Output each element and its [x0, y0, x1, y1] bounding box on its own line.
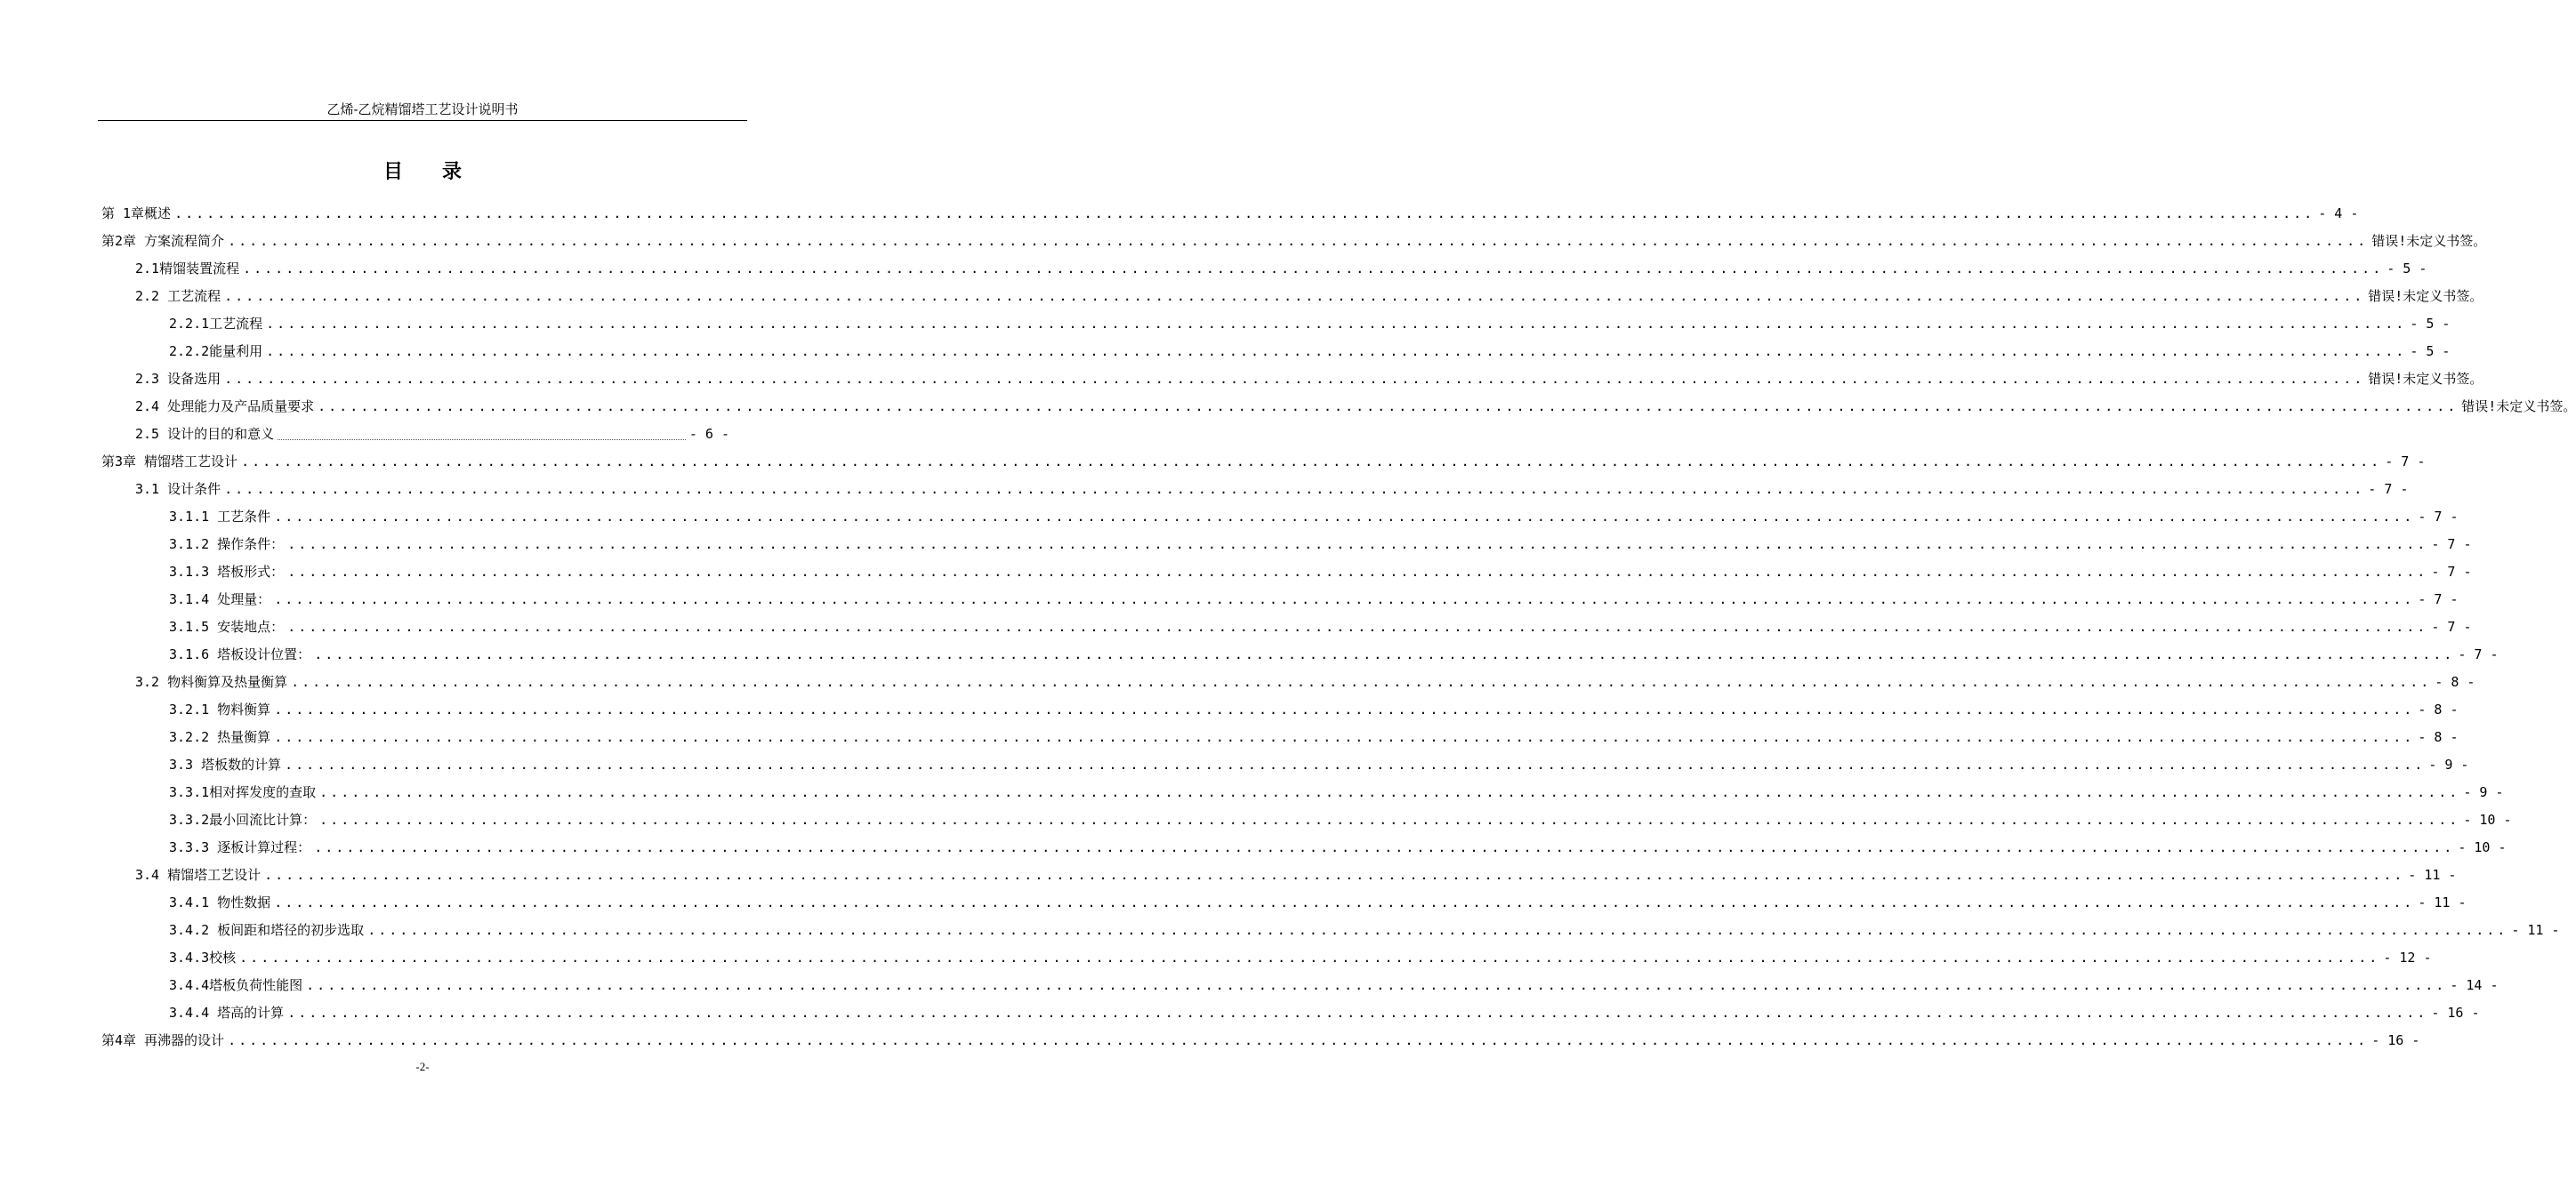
- toc-entry[interactable]: [101, 1026, 2420, 1054]
- toc-dot-leader: ........................................................................................................................................................................................................: [319, 811, 2460, 828]
- toc-entry-label: 3.3.2最小回流比计算：: [169, 812, 317, 828]
- toc-dot-leader: ........................................................................................................................................................................................................: [314, 646, 2455, 662]
- toc-entry-label: 第3章 精馏塔工艺设计: [101, 453, 238, 469]
- toc-dot-leader: ........................................................................................................................................................................................................: [224, 480, 2365, 497]
- toc-entry-label: 3.1.4 处理量：: [169, 591, 271, 607]
- page-number: -2-: [415, 1060, 430, 1073]
- toc-entry-page: - 7 -: [2418, 590, 2459, 607]
- toc-entry-page: - 11 -: [2511, 921, 2560, 938]
- toc-dot-leader: ........................................................................................................................................................................................................: [287, 1004, 2428, 1021]
- toc-entry[interactable]: [169, 806, 2512, 833]
- toc-entry-page: - 4 -: [2318, 205, 2359, 221]
- toc-entry-page: - 5 -: [2410, 315, 2451, 332]
- toc-entry-page: - 12 -: [2383, 949, 2432, 966]
- toc-entry[interactable]: [135, 861, 2457, 888]
- toc-entry-page: - 10 -: [2458, 838, 2507, 855]
- toc-entry-label: 第4章 再沸器的设计: [101, 1032, 225, 1048]
- toc-entry[interactable]: [135, 475, 2409, 502]
- toc-entry[interactable]: [101, 227, 2487, 254]
- toc-entry-page: 错误!未定义书签。: [2371, 233, 2487, 249]
- toc-entry-page: - 8 -: [2418, 701, 2459, 718]
- header-divider: [98, 120, 747, 121]
- toc-entry-page: - 7 -: [2368, 480, 2409, 497]
- toc-entry-page: - 7 -: [2431, 618, 2472, 635]
- toc-dot-leader: ........................................................................................................................................................................................................: [287, 563, 2428, 580]
- toc-dot-leader: ........................................................................................................................................................................................................: [274, 508, 2415, 525]
- toc-entry[interactable]: [169, 695, 2459, 723]
- toc-entry-page: - 7 -: [2431, 535, 2472, 552]
- toc-entry[interactable]: [169, 337, 2451, 365]
- toc-entry-page: - 5 -: [2387, 260, 2427, 277]
- toc-entry[interactable]: [169, 833, 2507, 861]
- toc-entry[interactable]: [169, 309, 2451, 337]
- toc-entry-page: - 7 -: [2385, 453, 2426, 469]
- toc-entry[interactable]: [169, 971, 2499, 999]
- toc-entry[interactable]: [169, 613, 2472, 640]
- toc-entry-label: 2.3 设备选用: [135, 371, 221, 387]
- toc-entry-label: 2.1精馏装置流程: [135, 261, 240, 277]
- toc-entry-page: 错误!未定义书签。: [2461, 398, 2576, 414]
- toc-entry[interactable]: [169, 778, 2504, 806]
- toc-entry[interactable]: [169, 723, 2459, 750]
- toc-entry[interactable]: [169, 530, 2472, 557]
- toc-entry[interactable]: [169, 502, 2459, 530]
- toc-entry[interactable]: [135, 282, 2483, 309]
- toc-dot-leader: ........................................................................................................................................................................................................: [228, 232, 2369, 249]
- toc-entry-label: 第2章 方案流程简介: [101, 233, 225, 249]
- toc-entry-page: - 7 -: [2431, 563, 2472, 580]
- toc-entry[interactable]: [169, 750, 2469, 778]
- toc-entry[interactable]: [169, 943, 2432, 971]
- toc-entry[interactable]: [169, 640, 2499, 668]
- toc-entry-label: 2.4 处理能力及产品质量要求: [135, 398, 315, 414]
- toc-dot-leader: ........................................................................................................................................................................................................: [174, 205, 2315, 221]
- toc-dot-leader: ........................................................................................................................................................................................................: [241, 453, 2382, 469]
- toc-entry-page: - 5 -: [2410, 342, 2451, 359]
- toc-entry-label: 3.2.1 物料衡算: [169, 702, 271, 718]
- toc-dot-leader: ........................................................................................................................................................................................................: [319, 783, 2460, 800]
- toc-dot-leader: ........................................................................................................................................................................................................: [318, 397, 2459, 414]
- toc-entry[interactable]: [135, 254, 2427, 282]
- toc-entry-label: 3.4.2 板间距和塔径的初步选取: [169, 922, 365, 938]
- toc-entry-page: - 6 -: [688, 425, 729, 442]
- toc-entry-label: 3.4.3校核: [169, 950, 237, 966]
- toc-entry-label: 第 1章概述: [101, 205, 172, 221]
- toc-dot-leader: ........................................................................................................................................................................................................: [266, 315, 2407, 332]
- toc-entry-label: 3.3 塔板数的计算: [169, 757, 282, 773]
- toc-dot-leader: ........................................................................................................................................................................................................: [274, 728, 2415, 745]
- toc-dot-leader: ........................................................................................................................................................................................................: [228, 1031, 2369, 1048]
- toc-entry-label: 2.2.2能量利用: [169, 343, 263, 359]
- toc-entry-page: - 9 -: [2463, 783, 2504, 800]
- toc-entry-label: 3.1.2 操作条件：: [169, 536, 285, 552]
- toc-dot-leader: ........................................................................................................................................................................................................: [266, 342, 2407, 359]
- toc-dot-leader: ........................................................................................................................................................................................................: [291, 673, 2432, 690]
- toc-dot-leader: ........................................................................................................................................................................................................: [224, 370, 2365, 387]
- toc-entry-page: - 8 -: [2435, 673, 2475, 690]
- toc-entry-label: 3.4.1 物性数据: [169, 894, 271, 910]
- toc-entry-page: - 7 -: [2418, 508, 2459, 525]
- toc-entry[interactable]: [135, 392, 2576, 420]
- toc-entry[interactable]: [169, 585, 2459, 613]
- toc-dot-leader: ........................................................................................................................................................................................................: [314, 838, 2455, 855]
- toc-entry-label: 3.2.2 热量衡算: [169, 729, 271, 745]
- toc-entry-label: 3.1 设计条件: [135, 481, 221, 497]
- toc-entry[interactable]: [135, 668, 2475, 695]
- toc-entry[interactable]: [169, 916, 2560, 943]
- toc-entry[interactable]: [169, 557, 2472, 585]
- toc-dot-leader: ........................................................................................................................................................................................................: [264, 866, 2405, 883]
- toc-entry-label: 3.1.5 安装地点：: [169, 619, 285, 635]
- toc-entry-page: - 8 -: [2418, 728, 2459, 745]
- toc-entry[interactable]: [135, 365, 2483, 392]
- toc-dot-leader: ........................................................................................................................................................................................................: [274, 590, 2415, 607]
- toc-entry-page: - 10 -: [2463, 811, 2512, 828]
- toc-dot-leader: ........................................................................................................................................................................................................: [239, 949, 2380, 966]
- toc-entry-label: 3.4.4塔板负荷性能图: [169, 977, 303, 993]
- toc-entry-label: 3.4.4 塔高的计算: [169, 1005, 285, 1021]
- toc-dot-leader: ........................................................................................................................................................................................................: [243, 260, 2384, 277]
- toc-dot-leader: ........................................................................................................................................................................................................: [287, 618, 2428, 635]
- toc-entry-page: - 11 -: [2408, 866, 2457, 883]
- toc-entry-label: 3.1.6 塔板设计位置：: [169, 646, 311, 662]
- toc-entry-label: 3.1.1 工艺条件: [169, 509, 271, 525]
- toc-entry-page: - 11 -: [2418, 894, 2467, 910]
- toc-entry-label: 2.5 设计的目的和意义: [135, 426, 275, 442]
- toc-entry-page: - 14 -: [2450, 976, 2499, 993]
- toc-entry-label: 2.2 工艺流程: [135, 288, 221, 304]
- toc-entry-label: 3.4 精馏塔工艺设计: [135, 867, 262, 883]
- toc-entry-label: 2.2.1工艺流程: [169, 316, 263, 332]
- toc-title: 目录: [382, 160, 501, 183]
- toc-entry-page: - 9 -: [2428, 756, 2469, 773]
- toc-entry-label: 3.3.1相对挥发度的查取: [169, 784, 317, 800]
- toc-entry-page: - 16 -: [2371, 1031, 2420, 1048]
- toc-entry-page: - 16 -: [2431, 1004, 2480, 1021]
- toc-dot-leader: ........................................................................................................................................................................................................: [306, 976, 2447, 993]
- toc-entry-page: 错误!未定义书签。: [2368, 371, 2483, 387]
- toc-entry-page: 错误!未定义书签。: [2368, 288, 2483, 304]
- toc-dot-leader: ........................................................................................................................................................................................................: [274, 701, 2415, 718]
- toc-entry-label: 3.2 物料衡算及热量衡算: [135, 674, 288, 690]
- toc-entry[interactable]: [101, 199, 2359, 227]
- toc-dot-leader: ........................................................................................................................................................................................................: [274, 894, 2415, 910]
- toc-entry-page: - 7 -: [2458, 646, 2499, 662]
- toc-entry[interactable]: [135, 420, 729, 447]
- toc-entry-label: 3.3.3 逐板计算过程：: [169, 839, 311, 855]
- toc-entry[interactable]: [169, 999, 2480, 1026]
- toc-entry-label: 3.1.3 塔板形式：: [169, 564, 285, 580]
- toc-entry[interactable]: [101, 447, 2426, 475]
- toc-dot-leader: ........................................................................................................................................................................................................: [224, 287, 2365, 304]
- running-header: 乙烯-乙烷精馏塔工艺设计说明书: [326, 101, 519, 117]
- toc-dot-leader: ........................................................................................................................................................................................................: [287, 535, 2428, 552]
- toc-entry[interactable]: [169, 888, 2467, 916]
- toc-dot-leader: ........................................................................................................................................................................................................: [367, 921, 2508, 938]
- toc-dot-leader: [278, 439, 686, 440]
- toc-dot-leader: ........................................................................................................................................................................................................: [285, 756, 2426, 773]
